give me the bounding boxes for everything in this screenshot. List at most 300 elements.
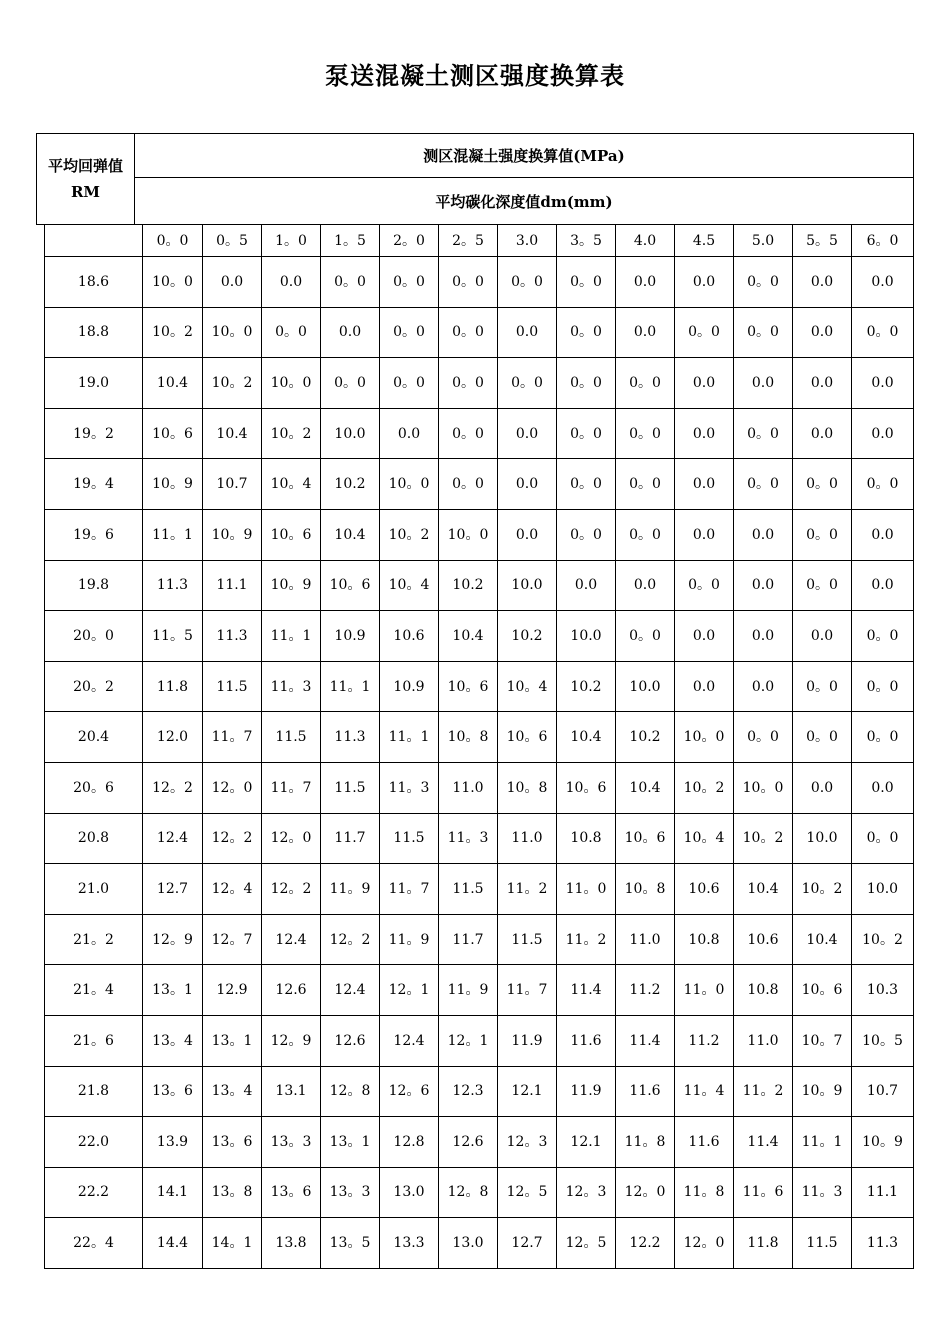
strength-value: 11。1	[262, 611, 321, 662]
strength-value: 13。6	[262, 1167, 321, 1218]
strength-value: 11。0	[557, 864, 616, 915]
strength-value: 13.0	[380, 1167, 439, 1218]
strength-value: 11。2	[734, 1066, 793, 1117]
strength-value: 0。0	[557, 459, 616, 510]
strength-value: 10。4	[675, 813, 734, 864]
strength-value: 10.7	[852, 1066, 914, 1117]
strength-value: 11。2	[498, 864, 557, 915]
strength-value: 0.0	[734, 560, 793, 611]
depth-value: 0。0	[143, 225, 203, 257]
page-title: 泵送混凝土测区强度换算表	[325, 61, 625, 90]
strength-value: 12.7	[498, 1218, 557, 1269]
strength-value: 12.4	[262, 914, 321, 965]
strength-value: 11。1	[321, 661, 380, 712]
strength-value: 13.3	[380, 1218, 439, 1269]
table-row	[45, 560, 914, 611]
strength-value: 10.0	[557, 611, 616, 662]
strength-value: 12。3	[498, 1117, 557, 1168]
strength-value: 0.0	[852, 560, 914, 611]
strength-value: 10.4	[203, 408, 262, 459]
strength-value: 0。0	[616, 459, 675, 510]
strength-value: 10。2	[143, 307, 203, 358]
strength-value: 10。9	[203, 509, 262, 560]
strength-value: 0.0	[616, 307, 675, 358]
strength-value: 0。0	[557, 509, 616, 560]
strength-value: 12。5	[498, 1167, 557, 1218]
strength-value: 11。5	[143, 611, 203, 662]
strength-value: 10.9	[380, 661, 439, 712]
strength-value: 11.4	[557, 965, 616, 1016]
strength-value: 11。9	[321, 864, 380, 915]
table-row	[45, 1066, 914, 1117]
rm-value: 21。4	[45, 965, 143, 1016]
strength-value: 11.1	[852, 1167, 914, 1218]
table-row	[45, 914, 914, 965]
rm-value: 22。4	[45, 1218, 143, 1269]
strength-value: 10。6	[498, 712, 557, 763]
strength-value: 12。0	[616, 1167, 675, 1218]
strength-value: 0。0	[439, 307, 498, 358]
strength-value: 0。0	[852, 307, 914, 358]
strength-value: 10。9	[793, 1066, 852, 1117]
table-row	[45, 408, 914, 459]
table-row	[45, 864, 914, 915]
strength-value: 13。6	[203, 1117, 262, 1168]
rm-value: 18.8	[45, 307, 143, 358]
strength-value: 0。0	[321, 257, 380, 308]
strength-value: 10。4	[262, 459, 321, 510]
strength-value: 11.2	[675, 1015, 734, 1066]
strength-value: 0.0	[498, 509, 557, 560]
strength-value: 14.4	[143, 1218, 203, 1269]
strength-value: 11。1	[143, 509, 203, 560]
table-row	[45, 307, 914, 358]
strength-value: 10.4	[616, 762, 675, 813]
strength-value: 0。0	[675, 560, 734, 611]
strength-value: 10.0	[852, 864, 914, 915]
strength-value: 10。2	[793, 864, 852, 915]
strength-value: 11.7	[321, 813, 380, 864]
strength-value: 13.0	[439, 1218, 498, 1269]
rm-value: 19.8	[45, 560, 143, 611]
strength-value: 11.5	[793, 1218, 852, 1269]
strength-value: 10。6	[793, 965, 852, 1016]
strength-value: 0.0	[616, 257, 675, 308]
rm-value: 21.8	[45, 1066, 143, 1117]
strength-value: 10.2	[498, 611, 557, 662]
strength-value: 10。0	[675, 712, 734, 763]
strength-table	[44, 224, 914, 1269]
strength-value: 0.0	[675, 358, 734, 409]
strength-value: 0。0	[852, 813, 914, 864]
strength-value: 11.4	[616, 1015, 675, 1066]
strength-value: 0.0	[793, 408, 852, 459]
strength-value: 11.0	[734, 1015, 793, 1066]
strength-value: 0.0	[793, 257, 852, 308]
rm-value: 20。2	[45, 661, 143, 712]
rm-value: 22.2	[45, 1167, 143, 1218]
strength-value: 10.0	[498, 560, 557, 611]
strength-value: 11.8	[143, 661, 203, 712]
strength-value: 12.6	[321, 1015, 380, 1066]
strength-value: 0。0	[380, 358, 439, 409]
strength-value: 0.0	[793, 611, 852, 662]
strength-value: 10。6	[143, 408, 203, 459]
strength-value: 11.3	[852, 1218, 914, 1269]
strength-value: 12。1	[380, 965, 439, 1016]
strength-value: 11。1	[380, 712, 439, 763]
strength-value: 13。1	[203, 1015, 262, 1066]
corner-cell	[45, 225, 143, 257]
strength-value: 10。2	[675, 762, 734, 813]
strength-value: 12。6	[380, 1066, 439, 1117]
strength-value: 13。6	[143, 1066, 203, 1117]
rm-value: 19。2	[45, 408, 143, 459]
depth-value: 2。5	[439, 225, 498, 257]
strength-value: 0.0	[616, 560, 675, 611]
strength-value: 14.1	[143, 1167, 203, 1218]
strength-value: 0。0	[439, 408, 498, 459]
strength-value: 12。8	[321, 1066, 380, 1117]
depth-value: 6。0	[852, 225, 914, 257]
strength-value: 10.4	[557, 712, 616, 763]
strength-value: 0。0	[616, 408, 675, 459]
rm-value: 19。6	[45, 509, 143, 560]
strength-value: 13。4	[203, 1066, 262, 1117]
rm-value: 19.0	[45, 358, 143, 409]
strength-value: 10.4	[439, 611, 498, 662]
strength-value: 0。0	[852, 661, 914, 712]
strength-value: 0.0	[675, 509, 734, 560]
strength-value: 10。0	[203, 307, 262, 358]
table-row	[45, 459, 914, 510]
strength-value: 13。1	[321, 1117, 380, 1168]
strength-value: 12。9	[143, 914, 203, 965]
strength-value: 0。0	[852, 712, 914, 763]
strength-value: 12.4	[143, 813, 203, 864]
strength-value: 11.0	[498, 813, 557, 864]
strength-value: 12。2	[321, 914, 380, 965]
strength-value: 12。5	[557, 1218, 616, 1269]
strength-value: 11。9	[439, 965, 498, 1016]
strength-value: 10.6	[675, 864, 734, 915]
strength-value: 13.9	[143, 1117, 203, 1168]
strength-value: 10.2	[321, 459, 380, 510]
strength-value: 0。0	[439, 257, 498, 308]
strength-value: 0。0	[380, 257, 439, 308]
strength-value: 10。2	[262, 408, 321, 459]
strength-value: 10。0	[734, 762, 793, 813]
strength-value: 0。0	[498, 257, 557, 308]
strength-value: 12.1	[557, 1117, 616, 1168]
strength-value: 0。0	[734, 307, 793, 358]
strength-value: 0.0	[498, 408, 557, 459]
strength-value: 10。2	[380, 509, 439, 560]
strength-value: 0。0	[734, 459, 793, 510]
strength-value: 12。7	[203, 914, 262, 965]
strength-value: 10.2	[616, 712, 675, 763]
strength-value: 0.0	[675, 459, 734, 510]
strength-value: 0.0	[734, 661, 793, 712]
strength-value: 10。9	[852, 1117, 914, 1168]
rm-value: 18.6	[45, 257, 143, 308]
strength-value: 13。5	[321, 1218, 380, 1269]
strength-value: 12.9	[203, 965, 262, 1016]
rm-header-cell	[37, 134, 135, 225]
strength-value: 10。6	[616, 813, 675, 864]
strength-value: 10。6	[262, 509, 321, 560]
strength-value: 14。1	[203, 1218, 262, 1269]
strength-value: 12。2	[143, 762, 203, 813]
strength-value: 11.3	[143, 560, 203, 611]
table-row	[45, 813, 914, 864]
strength-value: 0。0	[439, 358, 498, 409]
strength-value: 0.0	[675, 611, 734, 662]
strength-value: 11。1	[793, 1117, 852, 1168]
strength-value: 10.4	[734, 864, 793, 915]
strength-value: 10。4	[380, 560, 439, 611]
strength-header-cell: 测区混凝土强度换算值(MPa)	[135, 134, 914, 178]
strength-value: 0。0	[793, 661, 852, 712]
strength-value: 10。0	[439, 509, 498, 560]
strength-value: 12。3	[557, 1167, 616, 1218]
strength-value: 0。0	[616, 358, 675, 409]
strength-value: 10.8	[734, 965, 793, 1016]
strength-value: 0.0	[852, 762, 914, 813]
strength-value: 10。2	[203, 358, 262, 409]
strength-value: 13。3	[262, 1117, 321, 1168]
strength-value: 11.1	[203, 560, 262, 611]
strength-value: 10。9	[143, 459, 203, 510]
strength-value: 12.0	[143, 712, 203, 763]
strength-value: 12.8	[380, 1117, 439, 1168]
strength-value: 10.4	[793, 914, 852, 965]
depth-value: 2。0	[380, 225, 439, 257]
strength-value: 10。8	[498, 762, 557, 813]
strength-value: 12.2	[616, 1218, 675, 1269]
table-header	[36, 133, 914, 225]
strength-value: 0。0	[616, 611, 675, 662]
depth-value: 4.5	[675, 225, 734, 257]
strength-value: 10。4	[498, 661, 557, 712]
table-row	[45, 712, 914, 763]
table-row	[45, 509, 914, 560]
rm-value: 20.4	[45, 712, 143, 763]
strength-value: 10.4	[143, 358, 203, 409]
depth-value: 3.0	[498, 225, 557, 257]
strength-value: 10。0	[380, 459, 439, 510]
strength-value: 0.0	[675, 661, 734, 712]
strength-value: 11。6	[734, 1167, 793, 1218]
table-row	[45, 1015, 914, 1066]
strength-value: 10.0	[616, 661, 675, 712]
depth-value: 5。5	[793, 225, 852, 257]
strength-value: 11。4	[675, 1066, 734, 1117]
depth-value: 1。0	[262, 225, 321, 257]
table-row	[45, 257, 914, 308]
strength-value: 10。5	[852, 1015, 914, 1066]
strength-value: 10。8	[616, 864, 675, 915]
strength-value: 11.5	[203, 661, 262, 712]
strength-value: 11.5	[439, 864, 498, 915]
strength-value: 10。7	[793, 1015, 852, 1066]
strength-value: 10。2	[734, 813, 793, 864]
strength-value: 11。0	[675, 965, 734, 1016]
strength-value: 12.4	[321, 965, 380, 1016]
strength-value: 10。6	[557, 762, 616, 813]
strength-value: 11.5	[380, 813, 439, 864]
strength-value: 11。8	[616, 1117, 675, 1168]
table-row	[45, 358, 914, 409]
strength-value: 12.7	[143, 864, 203, 915]
strength-value: 0.0	[734, 611, 793, 662]
rm-value: 21。2	[45, 914, 143, 965]
strength-value: 11.6	[675, 1117, 734, 1168]
strength-value: 10。6	[321, 560, 380, 611]
depth-value: 0。5	[203, 225, 262, 257]
strength-value: 0。0	[557, 257, 616, 308]
strength-value: 0。0	[557, 307, 616, 358]
strength-value: 12。9	[262, 1015, 321, 1066]
strength-value: 0.0	[262, 257, 321, 308]
strength-value: 10。2	[852, 914, 914, 965]
rm-header-label: 平均回弹值RM	[47, 157, 123, 201]
strength-value: 11.3	[203, 611, 262, 662]
strength-value: 10.2	[439, 560, 498, 611]
strength-value: 12。2	[262, 864, 321, 915]
rm-value: 20.8	[45, 813, 143, 864]
strength-value: 11.0	[439, 762, 498, 813]
strength-value: 13。1	[143, 965, 203, 1016]
strength-value: 0。0	[852, 611, 914, 662]
strength-value: 12.1	[498, 1066, 557, 1117]
strength-value: 0.0	[852, 257, 914, 308]
table-row	[45, 661, 914, 712]
strength-value: 0。0	[557, 408, 616, 459]
depth-value: 3。5	[557, 225, 616, 257]
strength-value: 12。2	[203, 813, 262, 864]
strength-value: 0。0	[793, 560, 852, 611]
strength-value: 0.0	[498, 459, 557, 510]
strength-value: 13。8	[203, 1167, 262, 1218]
strength-value: 13.8	[262, 1218, 321, 1269]
strength-value: 12.6	[262, 965, 321, 1016]
strength-value: 11.6	[616, 1066, 675, 1117]
strength-value: 0。0	[793, 712, 852, 763]
strength-value: 10.8	[675, 914, 734, 965]
strength-value: 11.9	[557, 1066, 616, 1117]
strength-value: 11。7	[380, 864, 439, 915]
strength-value: 10。0	[143, 257, 203, 308]
strength-value: 12。4	[203, 864, 262, 915]
strength-value: 11.9	[498, 1015, 557, 1066]
table-row	[45, 762, 914, 813]
strength-value: 10。8	[439, 712, 498, 763]
strength-value: 0.0	[852, 509, 914, 560]
strength-value: 0。0	[734, 408, 793, 459]
strength-value: 11。3	[380, 762, 439, 813]
strength-value: 0。0	[793, 509, 852, 560]
strength-value: 10.7	[203, 459, 262, 510]
strength-value: 12。8	[439, 1167, 498, 1218]
strength-value: 10.3	[852, 965, 914, 1016]
strength-value: 11。7	[498, 965, 557, 1016]
table-row	[45, 1167, 914, 1218]
strength-value: 0.0	[852, 358, 914, 409]
strength-value: 11。8	[675, 1167, 734, 1218]
strength-value: 0。0	[321, 358, 380, 409]
strength-value: 11。7	[262, 762, 321, 813]
strength-value: 0。0	[734, 257, 793, 308]
depth-header-cell: 平均碳化深度值dm(mm)	[135, 178, 914, 225]
rm-value: 22.0	[45, 1117, 143, 1168]
strength-value: 0.0	[675, 257, 734, 308]
table-row	[45, 1117, 914, 1168]
strength-value: 0.0	[498, 307, 557, 358]
strength-value: 12。0	[675, 1218, 734, 1269]
strength-value: 13.1	[262, 1066, 321, 1117]
strength-value: 0。0	[380, 307, 439, 358]
table-row	[45, 965, 914, 1016]
strength-value: 11。3	[439, 813, 498, 864]
strength-value: 0.0	[380, 408, 439, 459]
strength-value: 10.2	[557, 661, 616, 712]
strength-value: 0.0	[734, 509, 793, 560]
depth-value: 4.0	[616, 225, 675, 257]
strength-value: 11。9	[380, 914, 439, 965]
strength-value: 11。2	[557, 914, 616, 965]
strength-value: 0。0	[616, 509, 675, 560]
rm-value: 19。4	[45, 459, 143, 510]
strength-value: 10。0	[262, 358, 321, 409]
rm-value: 20。0	[45, 611, 143, 662]
strength-value: 11.3	[321, 712, 380, 763]
strength-value: 0。0	[498, 358, 557, 409]
depth-value: 1。5	[321, 225, 380, 257]
strength-value: 0.0	[675, 408, 734, 459]
strength-value: 0。0	[262, 307, 321, 358]
strength-value: 10.6	[380, 611, 439, 662]
strength-value: 11。3	[793, 1167, 852, 1218]
strength-value: 12。1	[439, 1015, 498, 1066]
strength-value: 0。0	[675, 307, 734, 358]
strength-value: 10.0	[793, 813, 852, 864]
strength-value: 0。0	[557, 358, 616, 409]
strength-value: 10。6	[439, 661, 498, 712]
strength-value: 12.6	[439, 1117, 498, 1168]
strength-value: 11。7	[203, 712, 262, 763]
strength-value: 11.7	[439, 914, 498, 965]
strength-value: 11.0	[616, 914, 675, 965]
table-row	[45, 1218, 914, 1269]
strength-value: 0.0	[852, 408, 914, 459]
strength-value: 12。0	[262, 813, 321, 864]
strength-value: 10.8	[557, 813, 616, 864]
strength-value: 0.0	[734, 358, 793, 409]
strength-value: 11.8	[734, 1218, 793, 1269]
strength-value: 12。0	[203, 762, 262, 813]
strength-value: 0.0	[557, 560, 616, 611]
depth-value: 5.0	[734, 225, 793, 257]
strength-value: 11.2	[616, 965, 675, 1016]
strength-value: 0。0	[793, 459, 852, 510]
strength-value: 10.0	[321, 408, 380, 459]
strength-value: 0.0	[793, 307, 852, 358]
strength-value: 10.4	[321, 509, 380, 560]
strength-value: 0.0	[203, 257, 262, 308]
strength-value: 0。0	[734, 712, 793, 763]
strength-value: 13。3	[321, 1167, 380, 1218]
